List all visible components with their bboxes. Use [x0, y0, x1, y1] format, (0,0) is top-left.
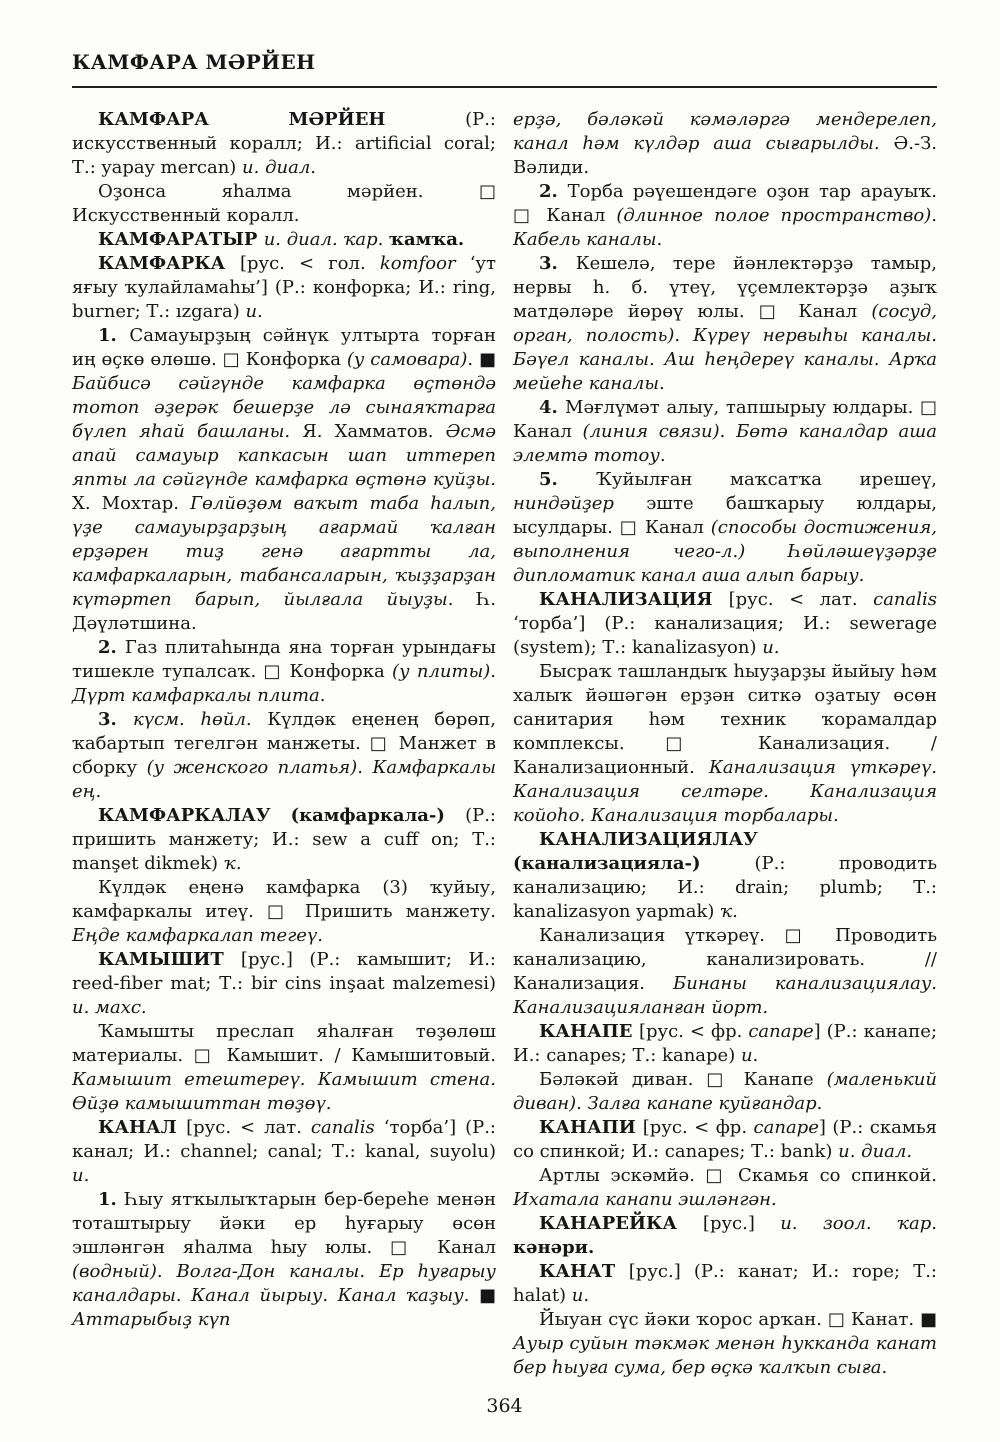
text-run: 2.	[539, 181, 568, 202]
text-run: ‘торба’] (Р.: канал; И.: channel; canal; Т.: kanal, suyolu)	[72, 1117, 497, 1162]
text-run: Камфаркалы ең.	[72, 757, 496, 802]
sense-kanape	[513, 1068, 937, 1116]
text-run: Ә.-З. Вәлиди.	[513, 133, 938, 178]
text-run: canalis	[310, 1117, 375, 1138]
text-run: canalis	[873, 589, 937, 610]
text-run: күсм. һөйл.	[133, 709, 268, 730]
entry-kamfarkalau	[72, 804, 496, 876]
text-run: (водный)	[72, 1261, 157, 1282]
text-run: Артлы эскәмйә. □ Скамья со спинкой.	[539, 1165, 937, 1186]
left-column	[72, 108, 496, 1380]
text-run: [рус.]	[702, 1213, 781, 1234]
text-run: (у самовара)	[346, 349, 468, 370]
text-run: .	[576, 1093, 588, 1114]
text-run: Аттарыбыҙ күп	[72, 1309, 231, 1330]
header-rule	[72, 86, 937, 88]
text-run: Я. Хамматов.	[290, 421, 446, 442]
text-run: Ихатала канапи эшләнгән.	[513, 1189, 777, 1210]
text-run: Бысраҡ ташландыҡ һыуҙарҙы йыйыу һәм халыҡ йәшәгән ерҙән ситкә оҙатыу өсөн санитария һәм техник ҡорамалдар комплексы. □ Канализация. / Канализационный.	[513, 661, 937, 778]
text-run: Мәғлүмәт алыу, тапшырыу юлдары. □ Канал	[513, 397, 937, 442]
text-run: КАНАЛИЗАЦИЯЛАУ (канализацияла-)	[513, 829, 758, 874]
sense-kanal-4	[513, 396, 937, 468]
entry-kanal	[72, 1116, 496, 1188]
text-run: Бәләкәй диван. □ Канапе	[539, 1069, 827, 1090]
sense-kanapi	[513, 1164, 937, 1212]
text-run: Йыуан сүс йәки ҡорос арҡан. □ Канат. ■	[539, 1309, 937, 1330]
text-run: [рус. < лат.	[186, 1117, 311, 1138]
text-run: ] (Р.: канапе; И.: canapes; Т.: kanape)	[513, 1021, 938, 1066]
text-run: Канализация үткәреү. □ Проводить канализацию, канализировать. // Канализация.	[513, 925, 937, 994]
text-run: canape	[748, 1021, 814, 1042]
entry-kanalizatsiyalau	[513, 828, 937, 924]
text-run: Байбисә сәйгүнде камфарка өҫтөндә тотоп әҙерәк бешерҙе лә сынаяҡтарға бүлеп яһай башланы.	[72, 373, 496, 442]
text-run: КАМФАРКАЛАУ (камфаркала-)	[98, 805, 466, 826]
text-run: Һыу ятҡылыҡтарын бер-береһе менән тоташтырыу йәки ер һуғарыу өсөн эшләнгән яһалма һыу юлы. □ Канал	[72, 1189, 496, 1258]
text-run: КАНАПИ	[539, 1117, 643, 1138]
text-run: Һөйләшеүҙәрҙе дипломатик канал аша алып барыу.	[513, 541, 937, 586]
text-run: 4.	[539, 397, 566, 418]
page-footer	[72, 1395, 937, 1417]
text-run: [рус. < фр.	[638, 1021, 749, 1042]
text-run: ниндәйҙер	[513, 493, 614, 514]
text-run: Ауыр суйын тәкмәк менән һукканда канат бер һыуға сума, бер өҫкә ҡалҡып сыға.	[513, 1333, 937, 1378]
entry-kamfaratyr	[72, 228, 496, 252]
text-run: КАНАТ	[539, 1261, 629, 1282]
right-column	[513, 108, 937, 1380]
text-run: и.	[72, 1165, 90, 1186]
text-run: [рус. < гол.	[239, 253, 380, 274]
text-run: . ■	[467, 349, 496, 370]
text-run: Х. Мохтар.	[72, 493, 191, 514]
text-run: (способы достижения, выполнения чего-л.)	[513, 517, 937, 562]
entry-kanapi	[513, 1116, 937, 1164]
text-run: и.	[245, 301, 263, 322]
text-run: Һ. Дәүләтшина.	[72, 589, 496, 634]
text-run: Волга-Дон каналы. Ер һуғарыу каналдары. Канал йырыу. Канал ҡаҙыу.	[72, 1261, 496, 1306]
sense-kanalizatsiyalau	[513, 924, 937, 1020]
sense-kanal-3	[513, 252, 937, 396]
text-run: КАНАПЕ	[539, 1021, 639, 1042]
text-run: Әсмә апай самауыр капкасын шап иттереп япты ла сәйгүнде камфарка өҫтөнә куйҙы.	[72, 421, 496, 490]
entry-kanat	[513, 1260, 937, 1308]
text-run: (Р.: искусственный коралл; И.: artificial coral; Т.: yapay mercan)	[72, 109, 496, 178]
text-run: КАНАРЕЙКА	[539, 1213, 703, 1234]
text-run: [рус. < фр.	[642, 1117, 754, 1138]
sense-kamfarka-2	[72, 636, 496, 708]
text-run: ҡамҡа.	[389, 229, 465, 250]
sense-kamfarka-1	[72, 324, 496, 636]
text-run: ҡ.	[720, 901, 738, 922]
text-run: Ҡуйылған маҡсатҡа ирешеү,	[595, 469, 937, 490]
entry-kanalizatsiya	[513, 588, 937, 660]
text-run: [рус.] (Р.: канат; И.: rope; Т.: halat)	[513, 1261, 937, 1306]
text-run: и. зоол. ҡар.	[780, 1213, 938, 1234]
text-run: Кешелә, тере йәнлектәрҙә тамыр, нервы һ. б. үтеү, үҫемлектәрҙә аҙыҡ матдәләре йөрөү юлы. □ Канал	[513, 253, 937, 322]
text-run: .	[490, 661, 496, 682]
text-run: 1.	[98, 325, 130, 346]
sense-kanal-2	[513, 180, 937, 252]
sense-kamfara-meryen	[72, 180, 496, 228]
text-run: Оҙонса яһалма мәрйен. □ Искусственный коралл.	[72, 181, 496, 226]
sense-kamyshit	[72, 1020, 496, 1116]
text-run: ■	[469, 1285, 496, 1306]
text-run: ‘торба’] (Р.: канализация; И.: sewerage (system); Т.: kanalizasyon)	[513, 613, 937, 658]
text-run: [рус.] (Р.: камышит; И.: reed-fiber mat; Т.: bir cins inşaat malzemesi)	[72, 949, 496, 994]
entry-kanape	[513, 1020, 937, 1068]
entry-kamfarka	[72, 252, 496, 324]
text-run: (Р.: пришить манжету; И.: sew a cuff on; Т.: manşet dikmek)	[72, 805, 496, 874]
text-run: (у женского платья)	[146, 757, 358, 778]
text-run: Камышит етештереү. Камышит стена. Өйҙө камышиттан төҙөү.	[72, 1069, 496, 1114]
running-head: КАМФАРА МӘРЙЕН	[72, 50, 316, 74]
text-run: (сосуд, орган, полость)	[513, 301, 937, 346]
sense-kamfarka-3	[72, 708, 496, 804]
text-run: komfoor	[379, 253, 456, 274]
text-run: и. диал.	[242, 157, 316, 178]
text-run: .	[719, 421, 737, 442]
text-run: эште башҡарыу юлдары, ысулдары. □ Канал	[513, 493, 937, 538]
text-run: Залға канапе куйғандар.	[587, 1093, 823, 1114]
text-run: КАМФАРКА	[98, 253, 240, 274]
page-header	[72, 50, 937, 88]
text-run: 3.	[539, 253, 576, 274]
text-run: .	[156, 1261, 177, 1282]
text-run: (линия связи)	[582, 421, 720, 442]
text-run: кәнәри.	[513, 1237, 595, 1258]
text-run: (Р.: проводить канализацию; И.: drain; plumb; Т.: kanalizasyon yapmak)	[513, 853, 938, 922]
text-run: Бинаны канализациялау. Канализацияланған йорт.	[513, 973, 937, 1018]
sense-kanal-5	[513, 468, 937, 588]
text-run: Кабель каналы.	[513, 229, 663, 250]
text-run: ерҙә, бәләкәй кәмәләргә мендерелеп, канал һәм күлдәр аша сығарылды.	[513, 109, 937, 154]
text-run: .	[931, 205, 937, 226]
entry-kamyshit	[72, 948, 496, 1020]
sense-kanal-1	[72, 1188, 496, 1332]
text-run: (маленький диван)	[513, 1069, 937, 1114]
text-run: .	[357, 757, 373, 778]
text-run: Дүрт камфаркалы плита.	[72, 685, 326, 706]
text-run: ‘ут яғыу ҡулайламаһы’] (Р.: конфорка; И.: ring, burner; Т.: ızgara)	[72, 253, 496, 322]
text-run: Канализация үткәреү. Канализация селтәре. Канализация койоһо. Канализация торбалары.	[513, 757, 938, 826]
sense-kanat	[513, 1308, 937, 1380]
entry-kamfara-meryen	[72, 108, 496, 180]
text-run: [рус. < лат.	[728, 589, 874, 610]
text-run: (длинное полое пространство)	[616, 205, 932, 226]
entry-kanareyka	[513, 1212, 937, 1260]
sense-kanal-1-continuation	[513, 108, 937, 180]
text-run: и. диал. ҡар.	[263, 229, 390, 250]
text-run: ҡ.	[223, 853, 242, 874]
text-run: 2.	[98, 637, 125, 658]
text-run: КАМФАРА МӘРЙЕН	[98, 109, 466, 130]
text-run: 1.	[98, 1189, 125, 1210]
text-run: Торба рәүешендәге оҙон тар арауыҡ. □ Канал	[513, 181, 938, 226]
text-run: и. диал.	[838, 1141, 913, 1162]
text-run: 5.	[539, 469, 596, 490]
text-run: и.	[740, 1045, 759, 1066]
text-run: Гөлйөҙөм ваҡыт таба һалып, үҙе самауырҙарҙың ағармай ҡалған ерҙәрен тиҙ генә ағартты ла, камфаркаларын, табансаларын, ҡыҙҙарҙан күтәртеп барып, йылғала йыуҙы.	[72, 493, 496, 610]
text-run: Күлдәк еңенә камфарка (3) ҡуйыу, камфаркалы итеү. □ Пришить манжету.	[72, 877, 496, 922]
text-run: Еңде камфаркалап тегеү.	[72, 925, 323, 946]
text-run: ] (Р.: скамья со спинкой; И.: canapes; Т.: bank)	[513, 1117, 937, 1162]
text-run: и.	[762, 637, 780, 658]
page-number: 364	[486, 1395, 523, 1417]
text-run: КАНАЛ	[98, 1117, 187, 1138]
text-run: КАМЫШИТ	[98, 949, 241, 970]
text-run: (у плиты)	[392, 661, 491, 682]
text-run: Күлдәк еңенең бөрөп, ҡабартып тегелгән манжеты. □ Манжет в сборку	[72, 709, 496, 778]
text-run: Күреү нервыһы каналы. Бәүел каналы. Аш һеңдереү каналы. Арҡа мейеһе каналы.	[513, 325, 937, 394]
text-run: 3.	[98, 709, 134, 730]
text-columns	[72, 108, 937, 1380]
text-run: КАМФАРАТЫР	[98, 229, 264, 250]
text-run: canape	[753, 1117, 819, 1138]
text-run: .	[674, 325, 694, 346]
text-run: и. махс.	[72, 997, 147, 1018]
sense-kamfarkalau	[72, 876, 496, 948]
text-run: КАНАЛИЗАЦИЯ	[539, 589, 729, 610]
text-run: Бөтә каналдар аша элемтә тотоу.	[513, 421, 938, 466]
text-run: Самауырҙың сәйнүк ултырта торған иң өҫкө өлөшө. □ Конфорка	[72, 325, 496, 370]
text-run	[745, 541, 788, 562]
text-run: Ҡамышты преслап яһалған төҙөлөш материалы. □ Камышит. / Камышитовый.	[72, 1021, 496, 1066]
text-run: и.	[571, 1285, 590, 1306]
text-run: Газ плитаһында яна торған урындағы тишекле тупалсаҡ. □ Конфорка	[72, 637, 496, 682]
sense-kanalizatsiya	[513, 660, 937, 828]
